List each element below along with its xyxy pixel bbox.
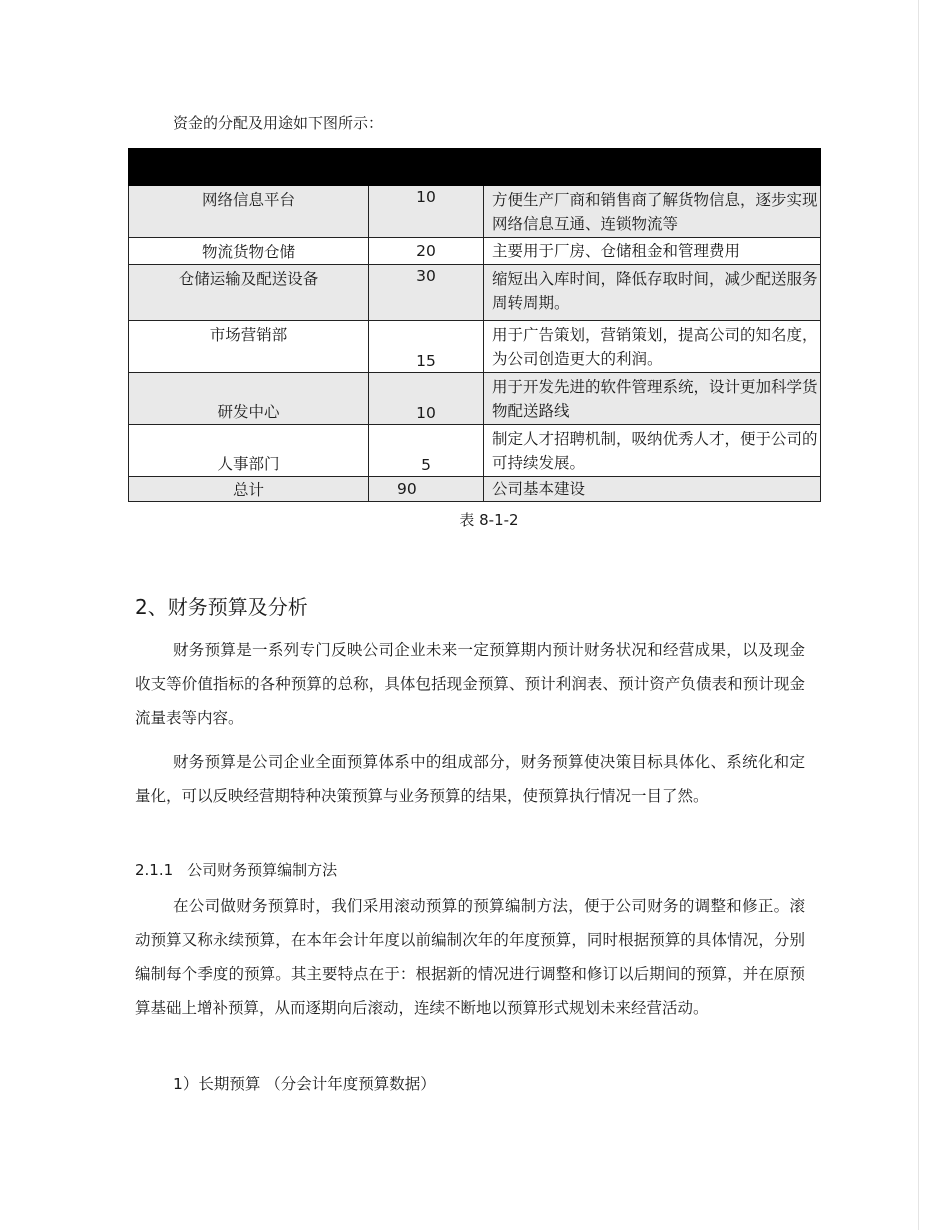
fund-allocation-table	[128, 148, 821, 502]
header-cell	[369, 149, 484, 186]
table-header-row	[129, 149, 821, 186]
list-item-long-term-budget: 1）长期预算 （分会计年度预算数据）	[173, 1075, 436, 1093]
amount-cell: 10	[369, 373, 484, 425]
total-label-cell: 总计	[129, 477, 369, 502]
item-cell: 人事部门	[129, 425, 369, 477]
paragraph-financial-budget-definition: 财务预算是一系列专门反映公司企业未来一定预算期内预计财务状况和经营成果，以及现金收支等价值指标的各种预算的总称，具体包括现金预算、预计利润表、预计资产负债表和预计现金流量表等内容。	[135, 641, 805, 727]
subsection-number: 2.1.1	[135, 861, 174, 879]
section-heading: 2、财务预算及分析	[135, 595, 308, 619]
table-row	[129, 238, 821, 265]
table-row	[129, 186, 821, 238]
amount-cell: 20	[369, 238, 484, 265]
table-row	[129, 321, 821, 373]
amount-cell: 10	[369, 186, 484, 238]
use-cell: 缩短出入库时间，降低存取时间，减少配送服务周转周期。	[484, 265, 821, 321]
use-cell: 主要用于厂房、仓储租金和管理费用	[484, 238, 821, 265]
table-caption: 表 8-1-2	[459, 511, 519, 529]
subsection-heading	[135, 856, 337, 884]
table-row	[129, 373, 821, 425]
table-row	[129, 265, 821, 321]
table-row	[129, 425, 821, 477]
use-cell: 制定人才招聘机制，吸纳优秀人才，便于公司的可持续发展。	[484, 425, 821, 477]
item-cell: 网络信息平台	[129, 186, 369, 238]
table-total-row	[129, 477, 821, 502]
total-amount-cell: 90	[369, 477, 484, 502]
item-cell: 研发中心	[129, 373, 369, 425]
paragraph-rolling-budget: 在公司做财务预算时，我们采用滚动预算的预算编制方法，便于公司财务的调整和修正。滚动预算又称永续预算，在本年会计年度以前编制次年的年度预算，同时根据预算的具体情况，分别编制每个季度的预算。其主要特点在于：根据新的情况进行调整和修订以后期间的预算，并在原预算基础上增补预算，从而逐期向后滚动，连续不断地以预算形式规划未来经营活动。	[135, 897, 805, 1017]
header-cell	[484, 149, 821, 186]
page-edge-line	[918, 0, 919, 1230]
header-cell	[129, 149, 369, 186]
use-cell: 用于开发先进的软件管理系统，设计更加科学货物配送路线	[484, 373, 821, 425]
use-cell: 方便生产厂商和销售商了解货物信息，逐步实现网络信息互通、连锁物流等	[484, 186, 821, 238]
item-cell: 仓储运输及配送设备	[129, 265, 369, 321]
amount-cell: 30	[369, 265, 484, 321]
use-cell: 用于广告策划，营销策划，提高公司的知名度，为公司创造更大的利润。	[484, 321, 821, 373]
intro-text: 资金的分配及用途如下图所示：	[173, 114, 384, 132]
amount-cell: 15	[369, 321, 484, 373]
total-use-cell: 公司基本建设	[484, 477, 821, 502]
amount-cell: 5	[369, 425, 484, 477]
item-cell: 市场营销部	[129, 321, 369, 373]
item-cell: 物流货物仓储	[129, 238, 369, 265]
paragraph-financial-budget-role: 财务预算是公司企业全面预算体系中的组成部分，财务预算使决策目标具体化、系统化和定量化，可以反映经营期特种决策预算与业务预算的结果，使预算执行情况一目了然。	[135, 753, 805, 805]
subsection-title: 公司财务预算编制方法	[187, 861, 338, 879]
